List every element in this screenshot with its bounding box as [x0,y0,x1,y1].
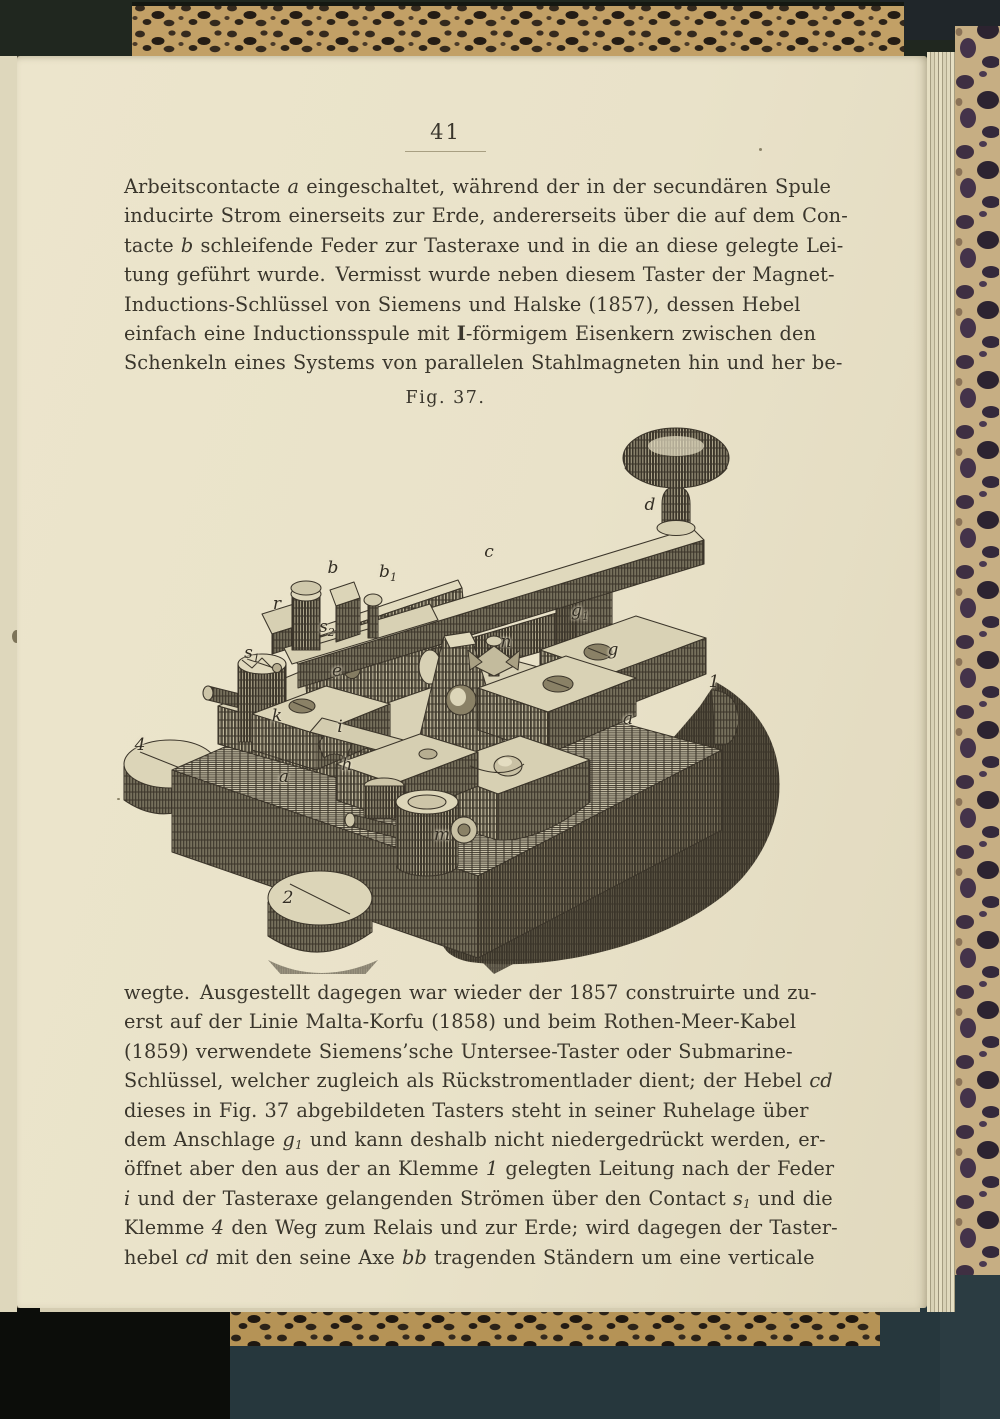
paper-speck [759,148,762,151]
paper-speck [789,1318,793,1321]
figure-caption: Fig. 37. [405,388,486,408]
paper-speck [117,798,120,800]
paragraph-2 [124,978,838,1272]
figure-label-1: 1 [708,672,720,692]
text-line: Arbeitscontacte a eingeschaltet, während der in der secundären Spule [124,175,832,198]
page-edge-speckle-top [132,2,904,58]
figure-label-a: a [278,767,290,787]
page-number-text: 41 [405,120,486,152]
text-line: einfach eine Inductionsspule mit I-förmigem Eisenkern zwischen den [124,321,817,345]
figure-label-k: k [271,706,283,726]
text-line: dem Anschlage g1 und kann deshalb nicht niedergedrückt werden, er- [124,1127,826,1152]
page-edge-stack-right [927,52,955,1312]
figure-label-s1: $s_1$ [244,643,260,665]
figure-label-4: 4 [134,735,146,755]
text-line: hebel cd mit den seine Axe bb tragenden Ständern um eine verticale [124,1245,815,1269]
figure-label-m: m [433,825,451,845]
text-line: Schenkeln eines Systems von parallelen Stahlmagneten hin und her be- [124,351,843,375]
figure-label-a: a [622,709,634,729]
text-line: tacte b schleifende Feder zur Tasteraxe und in die an diese gelegte Lei- [124,233,844,257]
figure-label-r: r [272,594,282,614]
facing-page-edge-left [0,56,17,1312]
text-line: tung geführt wurde. Vermisst wurde neben diesem Taster der Magnet- [124,263,835,287]
figure-label-2: 2 [282,888,294,908]
figure-label-b: b [327,558,339,578]
text-line: erst auf der Linie Malta-Korfu (1858) und beim Rothen-Meer-Kabel [124,1010,797,1034]
book-page [17,56,927,1308]
figure-label-b1: $b_1$ [379,562,397,584]
text-line: Klemme 4 den Weg zum Relais und zur Erde; wird dagegen der Taster- [124,1216,838,1240]
figure-label-e: e [331,661,343,681]
text-line: (1859) verwendete Siemens’sche Untersee-Taster oder Submarine- [124,1039,793,1063]
text-line: wegte. Ausgestellt dagegen war wieder der 1857 construirte und zu- [124,981,817,1004]
text-line: dieses in Fig. 37 abgebildeten Tasters steht in seiner Ruhelage über [124,1098,809,1122]
figure-37-engraving [110,408,790,974]
text-line: Schlüssel, welcher zugleich als Rückstromentlader dient; der Hebel cd [124,1069,833,1093]
figure-label-n: n [500,632,512,652]
paragraph-1 [124,172,848,378]
page-number [124,120,767,152]
terminal-foot-2 [268,871,372,952]
text-line: Inductions-Schlüssel von Siemens und Halske (1857), dessen Hebel [124,292,801,316]
figure-label-h: h [341,755,353,775]
page-edge-speckle-bottom [228,1306,880,1346]
figure-label-s2: $s_2$ [319,617,335,639]
figure-label-i: i [337,717,343,737]
marbled-edge-right [955,0,1000,1300]
figure-label-c: c [484,542,494,562]
figure-label-g: g [607,640,619,660]
shadow-corner-bottom-left [0,1300,230,1419]
figure-label-d: d [644,495,656,515]
text-line: öffnet aber den aus der an Klemme 1 gelegten Leitung nach der Feder [124,1157,835,1181]
text-line: inducirte Strom einerseits zur Erde, andererseits über die auf dem Con- [124,204,848,228]
text-line: i und der Tasteraxe gelangenden Strömen über den Contact s1 und die [124,1186,833,1211]
figure-label-g1: $g_1$ [571,601,589,623]
knob-d [623,428,729,536]
